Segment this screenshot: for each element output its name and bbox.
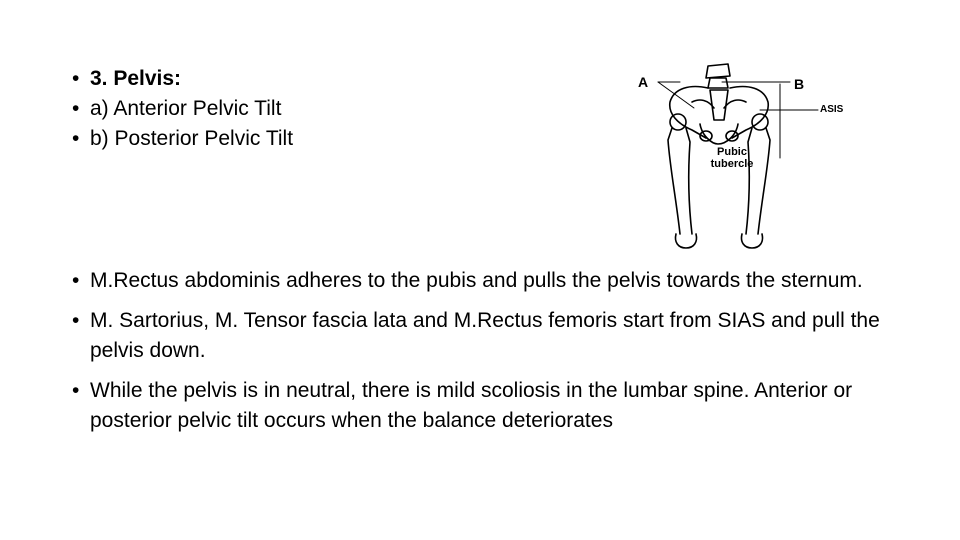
top-bullet-list xyxy=(72,64,592,154)
bullet-neutral-pelvis: • While the pelvis is in neutral, there is mild scoliosis in the lumbar spine. Anterior or posterior pelvic tilt occurs when the balance deteriorates xyxy=(72,376,902,436)
figure-label-b: B xyxy=(794,76,805,92)
bottom-bullet-list xyxy=(72,266,902,446)
bullet-marker: • xyxy=(72,97,80,120)
bullet-rectus-abdominis: • M.Rectus abdominis adheres to the pubis and pulls the pelvis towards the sternum. xyxy=(72,266,902,296)
sacrum-shape xyxy=(710,90,728,120)
bullet-marker: • xyxy=(72,379,80,402)
bullet-marker: • xyxy=(72,309,80,332)
right-femur-shape xyxy=(758,128,770,234)
bullet-pelvis-heading: • 3. Pelvis: xyxy=(72,64,592,94)
bullet-marker: • xyxy=(72,127,80,150)
pelvis-figure xyxy=(630,58,860,253)
figure-label-a: A xyxy=(638,74,649,90)
bullet-anterior-tilt: • a) Anterior Pelvic Tilt xyxy=(72,94,592,124)
figure-label-asis: ASIS xyxy=(820,104,844,115)
vertebra-shape xyxy=(706,64,730,78)
bullet-marker: • xyxy=(72,269,80,292)
left-femur-shape xyxy=(668,128,680,234)
figure-label-pubic-tubercle: Pubic tubercle xyxy=(710,146,754,170)
bullet-marker: • xyxy=(72,67,80,90)
bullet-posterior-tilt: • b) Posterior Pelvic Tilt xyxy=(72,124,592,154)
bullet-sartorius: • M. Sartorius, M. Tensor fascia lata and M.Rectus femoris start from SIAS and pull the pelvis down. xyxy=(72,306,902,366)
